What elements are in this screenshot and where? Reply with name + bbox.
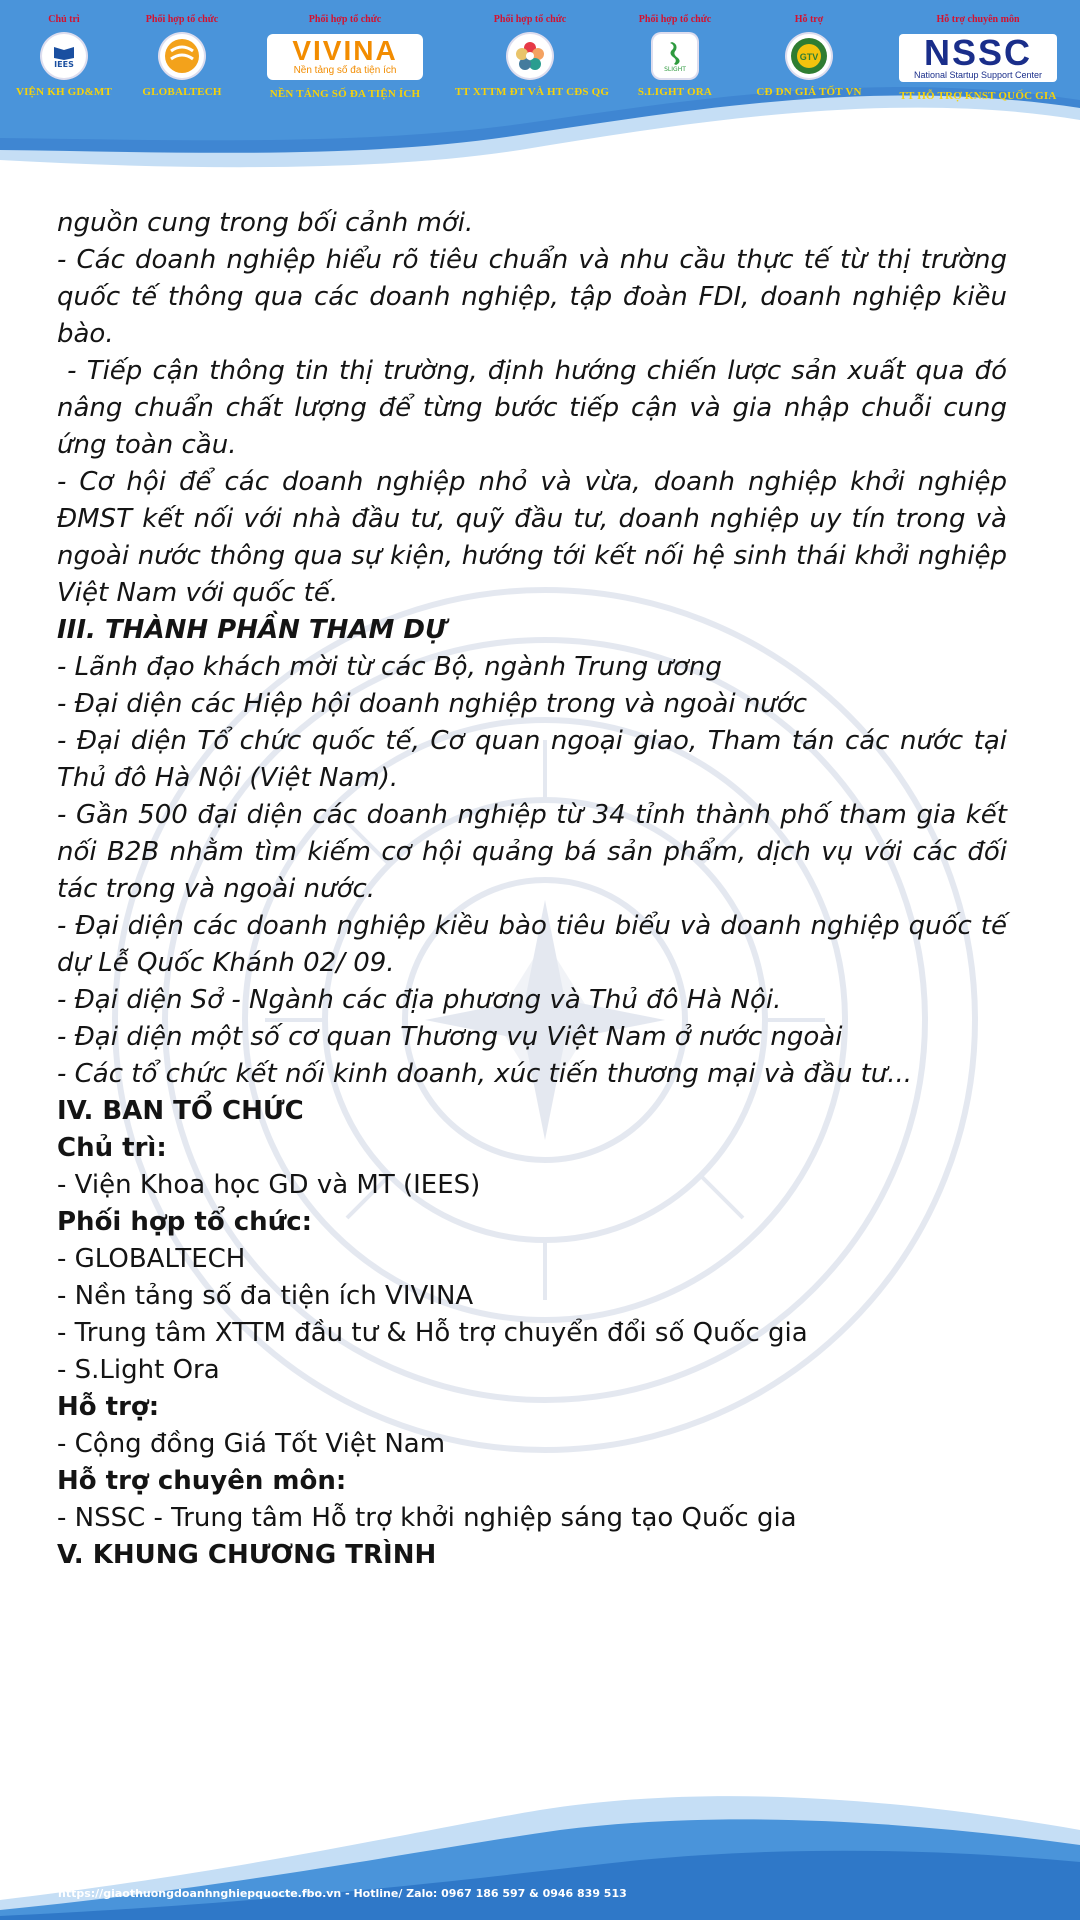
- subheading: Phối hợp tổ chức:: [57, 1207, 313, 1237]
- slight-logo-text: SLIGHT: [664, 65, 686, 73]
- list-item: - Đại diện các doanh nghiệp kiều bào tiêu biểu và doanh nghiệp quốc tế dự Lễ Quốc Khánh 02/ 09.: [57, 911, 1007, 978]
- vivina-logo-text: VIVINA: [292, 35, 398, 66]
- subheading: Chủ trì:: [57, 1133, 167, 1163]
- vivina-logo-tag: Nền tảng số đa tiện ích: [293, 65, 397, 76]
- section-title: V. KHUNG CHƯƠNG TRÌNH: [57, 1540, 437, 1570]
- ieees-logo-text: IEES: [54, 59, 74, 69]
- subheading: Hỗ trợ chuyên môn:: [57, 1466, 347, 1496]
- list-item: - Đại diện Sở - Ngành các địa phương và Thủ đô Hà Nội.: [57, 985, 782, 1015]
- book-icon: [53, 44, 75, 60]
- document-body: [57, 205, 1016, 1574]
- sponsor-nssc: [888, 14, 1068, 102]
- footer-contact: https://giaothuongdoanhnghiepquocte.fbo.vn - Hotline/ Zalo: 0967 186 597 & 0946 839 513: [58, 1887, 627, 1900]
- header-banner: [0, 0, 1080, 180]
- nssc-logo-tag: National Startup Support Center: [913, 69, 1043, 80]
- sponsor-name: NỀN TẢNG SỐ ĐA TIỆN ÍCH: [269, 88, 421, 100]
- sponsor-role: Phối hợp tổ chức: [308, 14, 382, 25]
- sponsor-name: VIỆN KH GD&MT: [15, 86, 113, 98]
- sponsor-slight: [600, 14, 750, 98]
- nssc-logo-text: NSSC: [923, 31, 1033, 73]
- list-item: - Trung tâm XTTM đầu tư & Hỗ trợ chuyển đổi số Quốc gia: [57, 1318, 808, 1348]
- paragraph: - Tiếp cận thông tin thị trường, định hướng chiến lược sản xuất qua đó nâng chuẩn chất lượng để từng bước tiếp cận và gia nhập chuỗi cung ứng toàn cầu.: [57, 356, 1016, 460]
- sponsor-name: TT HỖ TRỢ KNST QUỐC GIA: [899, 90, 1057, 102]
- sponsor-role: Phối hợp tổ chức: [145, 14, 219, 25]
- subheading: Hỗ trợ:: [57, 1392, 160, 1422]
- sponsor-name: S.LIGHT ORA: [637, 86, 713, 98]
- nssc-logo: [888, 31, 1068, 82]
- list-item: - Nền tảng số đa tiện ích VIVINA: [57, 1281, 474, 1311]
- sponsor-globaltech: [107, 14, 257, 98]
- sponsor-role: Hỗ trợ chuyên môn: [936, 14, 1020, 25]
- list-item: - Đại diện Tổ chức quốc tế, Cơ quan ngoại giao, Tham tán các nước tại Thủ đô Hà Nội (Việt Nam).: [57, 726, 1007, 793]
- sponsor-role: Phối hợp tổ chức: [638, 14, 712, 25]
- sponsor-name: CĐ DN GIÁ TỐT VN: [756, 86, 862, 98]
- badge-icon: [790, 37, 828, 75]
- flower-logo: [455, 34, 605, 78]
- paragraph: nguồn cung trong bối cảnh mới.: [57, 208, 474, 238]
- footer-wave: [0, 1790, 1080, 1920]
- sponsor-vivina: [255, 14, 435, 100]
- list-item: - Đại diện các Hiệp hội doanh nghiệp trong và ngoài nước: [57, 689, 807, 719]
- sponsor-gtv: [734, 14, 884, 98]
- list-item: - Gần 500 đại diện các doanh nghiệp từ 34 tỉnh thành phố tham gia kết nối B2B nhằm tìm kiếm cơ hội quảng bá sản phẩm, dịch vụ với các đối tác trong và ngoài nước.: [57, 800, 1007, 904]
- map-icon: [664, 40, 686, 66]
- globe-icon: [163, 37, 201, 75]
- flower-icon: [513, 39, 547, 73]
- gtv-logo-text: GTV: [799, 52, 819, 62]
- sponsor-xttm: [455, 14, 610, 98]
- sponsor-role: Hỗ trợ: [794, 14, 824, 25]
- list-item: - Lãnh đạo khách mời từ các Bộ, ngành Trung ương: [57, 652, 722, 682]
- list-item: - NSSC - Trung tâm Hỗ trợ khởi nghiệp sáng tạo Quốc gia: [57, 1503, 797, 1533]
- globaltech-logo: [107, 34, 257, 78]
- list-item: - S.Light Ora: [57, 1355, 220, 1385]
- sponsor-name: GLOBALTECH: [142, 86, 222, 98]
- vivina-logo: [255, 34, 435, 80]
- sponsor-role: Chủ trì: [48, 14, 80, 25]
- sponsor-role: Phối hợp tổ chức: [493, 14, 567, 25]
- section-title: IV. BAN TỔ CHỨC: [57, 1096, 304, 1126]
- sponsor-name: TT XTTM ĐT VÀ HT CĐS QG: [455, 86, 610, 98]
- list-item: - Cộng đồng Giá Tốt Việt Nam: [57, 1429, 446, 1459]
- paragraph: - Các doanh nghiệp hiểu rõ tiêu chuẩn và nhu cầu thực tế từ thị trường quốc tế thông qua các doanh nghiệp, tập đoàn FDI, doanh nghiệp kiều bào.: [57, 245, 1007, 349]
- list-item: - Các tổ chức kết nối kinh doanh, xúc tiến thương mại và đầu tư...: [57, 1059, 913, 1089]
- list-item: - Đại diện một số cơ quan Thương vụ Việt Nam ở nước ngoài: [57, 1022, 843, 1052]
- footer-banner: [0, 1790, 1080, 1920]
- list-item: - GLOBALTECH: [57, 1244, 246, 1274]
- gtv-logo: [734, 34, 884, 78]
- paragraph: - Cơ hội để các doanh nghiệp nhỏ và vừa, doanh nghiệp khởi nghiệp ĐMST kết nối với nhà đầu tư, quỹ đầu tư, doanh nghiệp uy tín trong và ngoài nước thông qua sự kiện, hướng tới kết nối hệ sinh thái khởi nghiệp Việt Nam với quốc tế.: [57, 467, 1007, 608]
- list-item: - Viện Khoa học GD và MT (IEES): [57, 1170, 481, 1200]
- section-title: III. THÀNH PHẦN THAM DỰ: [57, 615, 447, 645]
- slight-logo: [600, 34, 750, 78]
